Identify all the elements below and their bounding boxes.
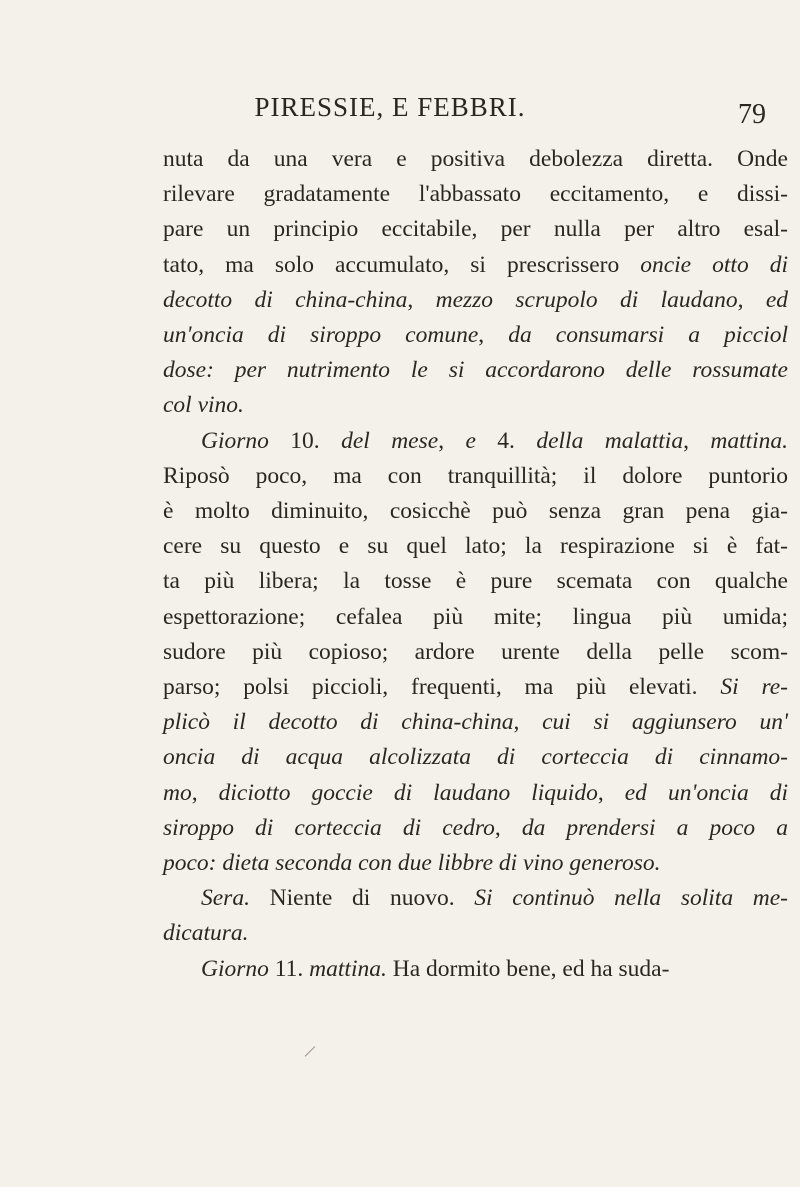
italic-text: diciotto goccie di laudano liquido	[218, 779, 598, 806]
text-line	[163, 459, 788, 494]
text-line	[163, 283, 788, 318]
italic-text: mattina.	[710, 427, 789, 454]
roman-text: ,	[737, 286, 766, 313]
text-line	[163, 952, 788, 987]
text-line	[163, 248, 788, 283]
text-line	[163, 740, 788, 775]
text-line	[163, 600, 788, 635]
roman-text: nuta da una vera e positiva debolezza diretta. Onde	[163, 146, 788, 172]
roman-text: sudore più copioso; ardore urente della pelle scom-	[163, 638, 788, 665]
italic-text: Si continuò nella solita me-	[474, 885, 788, 912]
text-line	[163, 881, 788, 916]
roman-text: è molto diminuito, cosicchè può senza gran pena gia-	[163, 498, 788, 525]
roman-text: ,	[438, 427, 466, 454]
italic-text: mo	[163, 779, 192, 806]
italic-text: del mese	[341, 427, 439, 454]
text-line	[163, 529, 788, 564]
roman-text: parso; polsi piccioli, frequenti, ma più elevati.	[163, 674, 721, 701]
roman-text: ,	[191, 779, 219, 806]
text-line	[163, 177, 788, 212]
italic-text: e	[465, 427, 476, 454]
roman-text: rilevare gradatamente l'abbassato eccitamento, e dissi-	[163, 181, 788, 208]
italic-text: oncia di acqua alcolizzata di corteccia di cinnamo-	[163, 744, 788, 771]
body-text	[163, 142, 788, 987]
italic-text: ed	[765, 286, 789, 313]
italic-text: Giorno	[201, 427, 269, 454]
italic-text: della malattia	[536, 427, 684, 454]
text-line	[163, 705, 788, 740]
text-line	[163, 564, 788, 599]
text-line	[163, 353, 788, 388]
roman-text: ,	[513, 709, 543, 736]
text-line	[163, 424, 788, 459]
roman-text: Riposò poco, ma con tranquillità; il dolore puntorio	[163, 462, 788, 489]
italic-text: dose: per nutrimento le si accordarono delle rossumate	[163, 357, 788, 384]
roman-text: 11.	[268, 955, 310, 982]
text-line	[163, 142, 788, 177]
italic-text: siroppo di corteccia di cedro	[163, 814, 495, 841]
roman-text: espettorazione; cefalea più mite; lingua più umida;	[163, 603, 788, 630]
italic-text: col vino.	[163, 392, 244, 419]
italic-text: poco: dieta seconda con due libbre di vino generoso.	[163, 850, 661, 877]
text-line	[163, 916, 788, 951]
text-line	[163, 670, 788, 705]
italic-text: cui si aggiunsero un'	[542, 709, 788, 736]
text-line	[163, 212, 788, 247]
roman-text: ,	[597, 779, 625, 806]
italic-text: dicatura.	[163, 920, 249, 947]
italic-text: Si re-	[720, 674, 788, 701]
text-line	[163, 494, 788, 529]
roman-text: ,	[478, 322, 509, 349]
italic-text: ed un'oncia di	[624, 779, 789, 806]
italic-text: da prendersi a poco a	[521, 814, 788, 841]
stray-pencil-mark	[305, 1046, 323, 1064]
italic-text: plicò il decotto di china-china	[163, 709, 514, 736]
roman-text: ,	[494, 814, 522, 841]
italic-text: da consumarsi a picciol	[508, 322, 788, 349]
text-line	[163, 388, 788, 423]
italic-text: mezzo scrupolo di laudano	[435, 286, 738, 313]
text-line	[163, 846, 788, 881]
page-number: 79	[738, 99, 766, 130]
italic-text: mattina.	[309, 955, 387, 982]
text-line	[163, 318, 788, 353]
text-line	[163, 811, 788, 846]
roman-text: 10.	[268, 427, 342, 454]
roman-text: Niente di nuovo.	[249, 885, 475, 912]
text-line	[163, 776, 788, 811]
roman-text: Ha dormito bene, ed ha suda-	[386, 955, 670, 982]
roman-text: tato, ma solo accumulato, si prescrissero	[163, 251, 641, 278]
roman-text: ,	[407, 286, 436, 313]
text-line	[163, 635, 788, 670]
roman-text: pare un principio eccitabile, per nulla per altro esal-	[163, 216, 788, 243]
roman-text: ta più libera; la tosse è pure scemata con qualche	[163, 568, 788, 595]
italic-text: oncie otto di	[640, 251, 788, 278]
italic-text: Sera.	[201, 885, 250, 912]
roman-text: ,	[683, 427, 711, 454]
running-title: PIRESSIE, E FEBBRI.	[254, 92, 526, 122]
roman-text: 4.	[475, 427, 537, 454]
italic-text: un'oncia di siroppo comune	[163, 322, 479, 349]
italic-text: decotto di china-china	[163, 286, 408, 313]
italic-text: Giorno	[201, 955, 269, 982]
roman-text: cere su questo e su quel lato; la respirazione si è fat-	[163, 533, 788, 560]
